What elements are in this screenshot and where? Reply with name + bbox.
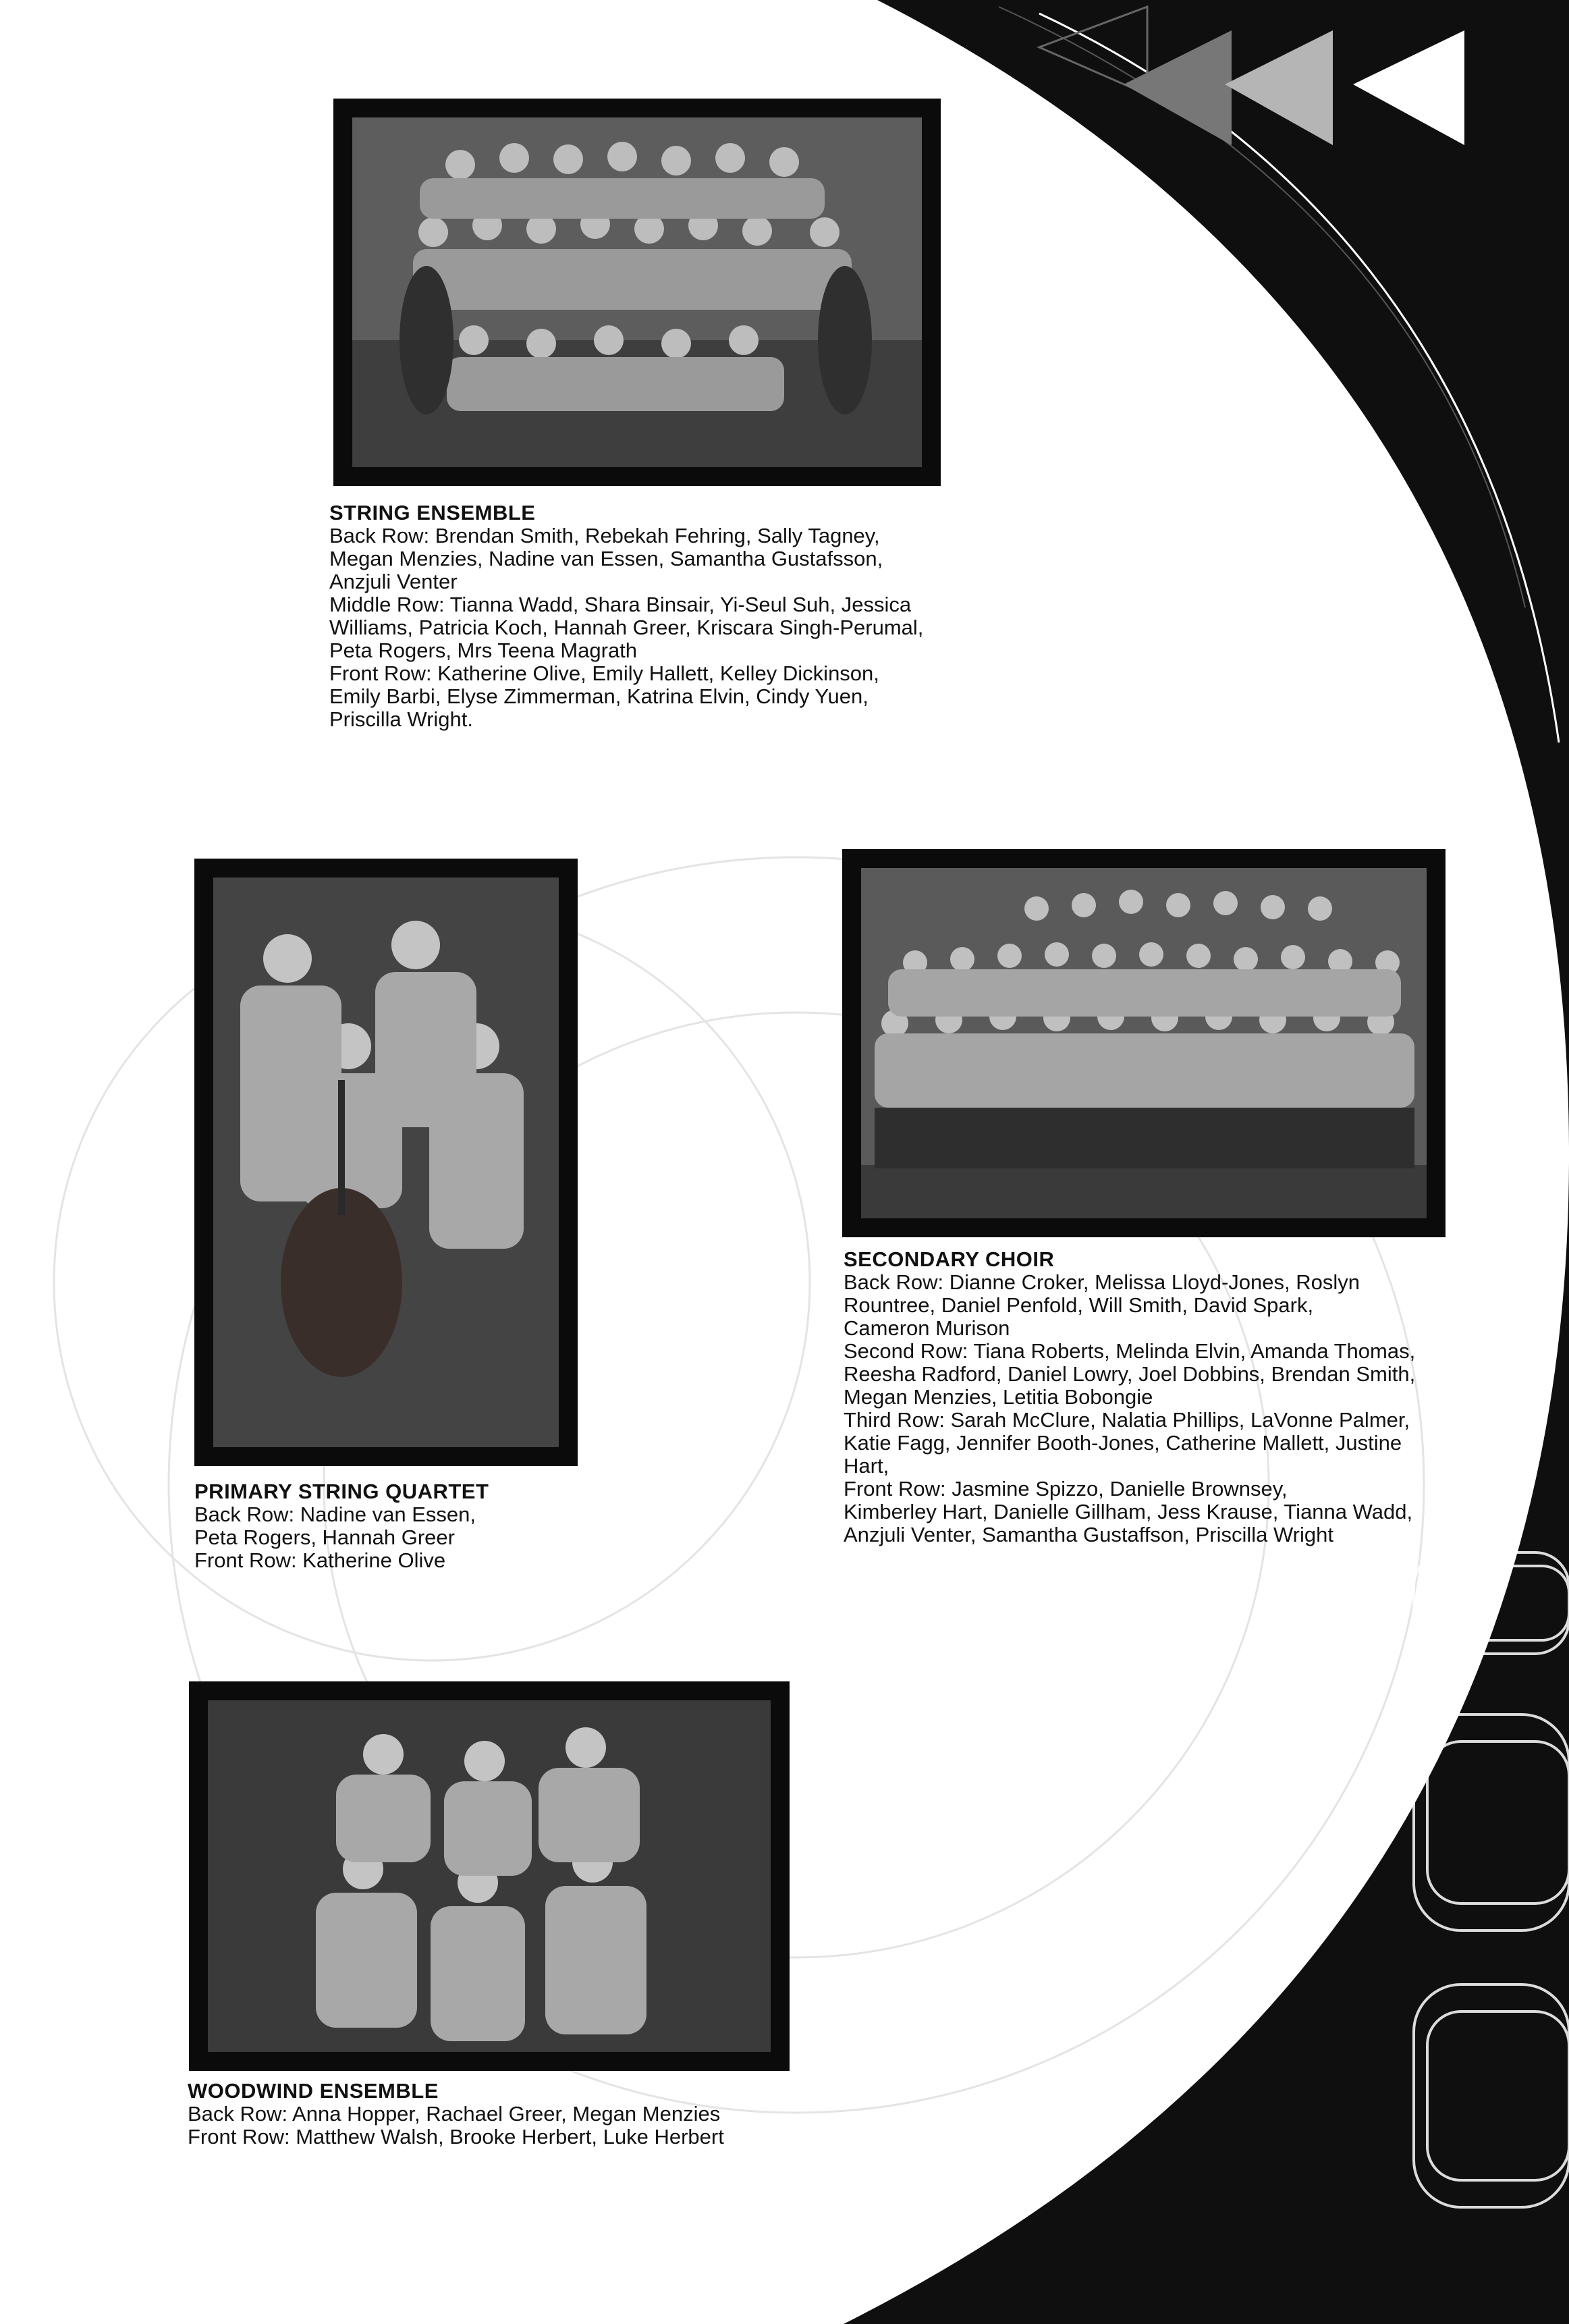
caption-line: Megan Menzies, Letitia Bobongie (844, 1385, 1153, 1409)
caption-line: Megan Menzies, Nadine van Essen, Samantha Gustafsson, (329, 547, 883, 570)
caption-line: Emily Barbi, Elyse Zimmerman, Katrina Elvin, Cindy Yuen, (329, 684, 869, 708)
string-ensemble-photo (333, 99, 941, 486)
caption-line: Katie Fagg, Jennifer Booth-Jones, Catherine Mallett, Justine (844, 1431, 1402, 1455)
caption-line: Middle Row: Tianna Wadd, Shara Binsair, Yi-Seul Suh, Jessica (329, 593, 912, 616)
caption-line: Back Row: Dianne Croker, Melissa Lloyd-Jones, Roslyn (844, 1270, 1360, 1294)
caption-line: Anzjuli Venter (329, 570, 458, 593)
caption-line: Reesha Radford, Daniel Lowry, Joel Dobbins, Brendan Smith, (844, 1362, 1416, 1386)
caption-line: Williams, Patricia Koch, Hannah Greer, Kriscara Singh-Perumal, (329, 616, 924, 639)
caption-line: Back Row: Brendan Smith, Rebekah Fehring, Sally Tagney, (329, 524, 880, 547)
woodwind-ensemble-caption (188, 2080, 795, 2149)
primary-string-quartet-photo (194, 859, 578, 1466)
caption-line: Second Row: Tiana Roberts, Melinda Elvin, Amanda Thomas, (844, 1339, 1416, 1363)
secondary-choir-photo (842, 849, 1446, 1237)
woodwind-ensemble-photo (189, 1681, 790, 2071)
section-title: STRING ENSEMBLE (329, 501, 536, 524)
caption-line: Priscilla Wright. (329, 707, 474, 731)
caption-line: Rountree, Daniel Penfold, Will Smith, David Spark, (844, 1293, 1314, 1317)
caption-line: Front Row: Jasmine Spizzo, Danielle Brownsey, (844, 1477, 1288, 1501)
caption-line: Back Row: Nadine van Essen, (194, 1503, 476, 1526)
section-title: WOODWIND ENSEMBLE (188, 2079, 439, 2103)
caption-line: Front Row: Katherine Olive, Emily Hallett, Kelley Dickinson, (329, 661, 879, 685)
caption-line: Front Row: Katherine Olive (194, 1548, 446, 1572)
caption-line: Third Row: Sarah McClure, Nalatia Phillips, LaVonne Palmer, (844, 1408, 1410, 1432)
caption-line: Hart, (844, 1454, 889, 1478)
caption-line: Kimberley Hart, Danielle Gillham, Jess Krause, Tianna Wadd, (844, 1500, 1413, 1523)
string-ensemble-caption (329, 502, 1004, 731)
section-title: PRIMARY STRING QUARTET (194, 1480, 489, 1503)
caption-line: Anzjuli Venter, Samantha Gustaffson, Priscilla Wright (844, 1523, 1333, 1546)
caption-line: Peta Rogers, Mrs Teena Magrath (329, 639, 638, 662)
caption-line: Front Row: Matthew Walsh, Brooke Herbert, Luke Herbert (188, 2125, 724, 2149)
secondary-choir-caption (844, 1248, 1518, 1546)
section-title: SECONDARY CHOIR (844, 1247, 1055, 1271)
primary-string-quartet-caption (194, 1480, 599, 1572)
caption-line: Peta Rogers, Hannah Greer (194, 1525, 455, 1549)
caption-line: Cameron Murison (844, 1316, 1010, 1340)
caption-line: Back Row: Anna Hopper, Rachael Greer, Megan Menzies (188, 2102, 721, 2126)
